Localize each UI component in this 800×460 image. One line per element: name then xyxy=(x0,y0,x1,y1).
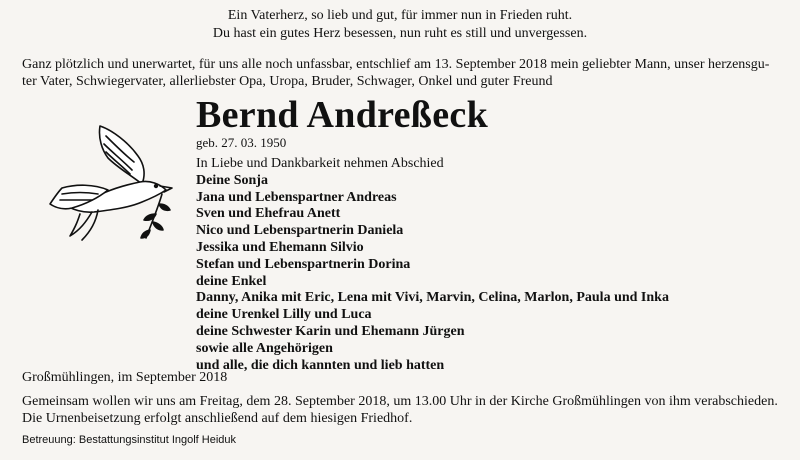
place-and-date: Großmühlingen, im September 2018 xyxy=(22,370,228,385)
funeral-details xyxy=(22,393,782,427)
intro-line-2: ter Vater, Schwiegervater, allerliebster Opa, Uropa, Bruder, Schwager, Onkel und guter Freund xyxy=(22,74,553,89)
mourner-line: deine Schwester Karin und Ehemann Jürgen xyxy=(196,323,465,339)
mourner-line: sowie alle Angehörigen xyxy=(196,340,333,356)
intro-text xyxy=(22,56,782,90)
mourner-line: Deine Sonja xyxy=(196,172,268,188)
poem-line-2: Du hast ein gutes Herz besessen, nun ruht es still und unvergessen. xyxy=(212,26,588,41)
mourner-line: deine Urenkel Lilly und Luca xyxy=(196,307,372,323)
mourners-list xyxy=(196,156,756,374)
mourner-line: Danny, Anika mit Eric, Lena mit Vivi, Marvin, Celina, Marlon, Paula und Inka xyxy=(196,290,669,306)
birth-date: geb. 27. 03. 1950 xyxy=(196,135,287,150)
mourner-line: und alle, die dich kannten und lieb hatten xyxy=(196,357,445,373)
mourners-intro: In Liebe und Dankbarkeit nehmen Abschied xyxy=(196,156,444,171)
funeral-line-1: Gemeinsam wollen wir uns am Freitag, dem 28. September 2018, um 13.00 Uhr in der Kirche Großmühlingen von ihm verabschieden. xyxy=(22,394,778,409)
mourner-line: deine Enkel xyxy=(196,273,267,289)
poem-line-1: Ein Vaterherz, so lieb und gut, für immer nun in Frieden ruht. xyxy=(227,8,573,23)
mourner-line: Jana und Lebenspartner Andreas xyxy=(196,189,397,205)
mourner-line: Sven und Ehefrau Anett xyxy=(196,206,341,222)
mourner-line: Jessika und Ehemann Silvio xyxy=(196,239,364,255)
funeral-line-2: Die Urnenbeisetzung erfolgt anschließend auf dem hiesigen Friedhof. xyxy=(22,411,413,426)
deceased-name: Bernd Andreßeck xyxy=(196,94,489,136)
mourner-line: Nico und Lebenspartnerin Daniela xyxy=(196,223,404,239)
mourner-line: Stefan und Lebenspartnerin Dorina xyxy=(196,256,411,272)
intro-line-1: Ganz plötzlich und unerwartet, für uns alle noch unfassbar, entschlief am 13. September 2018 mein geliebter Mann, unser herzensgu- xyxy=(22,57,770,72)
undertaker-credit: Betreuung: Bestattungsinstitut Ingolf Heiduk xyxy=(22,434,237,446)
dove-with-olive-branch-icon xyxy=(42,118,182,248)
poem xyxy=(0,7,800,43)
